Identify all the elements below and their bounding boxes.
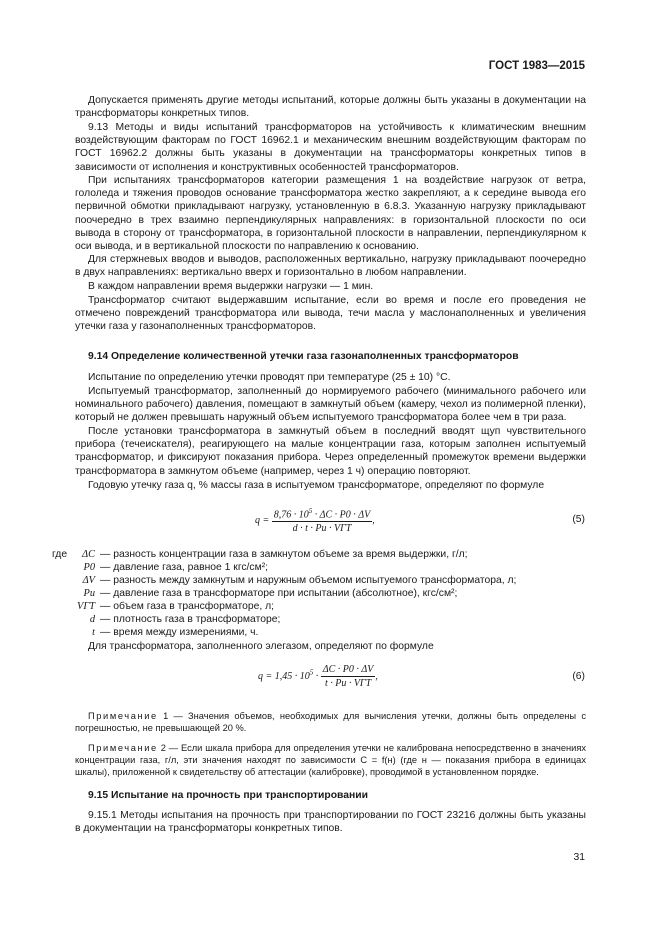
note-text: 1 — Значения объемов, необходимых для вычисления утечки, должны быть определены с погрешностью, не превышающей 20 %. — [75, 711, 586, 734]
note-label: Примечание — [88, 743, 158, 753]
paragraph: Допускается применять другие методы испытаний, которые должны быть указаны в документации на трансформаторы конкретных типов. — [75, 95, 586, 120]
definition-text: — давление газа в трансформаторе при испытании (абсолютное), кгс/см²; — [100, 588, 458, 599]
definition-text: — объем газа в трансформаторе, л; — [100, 601, 274, 612]
symbol: ΔV — [82, 575, 95, 586]
paragraph: Испытуемый трансформатор, заполненный до нормируемого рабочего (минимального рабочего или номинального рабочего) давления, помещают в замкнутый объем (камеру, чехол из полимерной пленки), который не должен превышать наружный объем испытуемого трансформатора более чем в три раза. — [75, 386, 586, 424]
definition-text: — давление газа, равное 1 кгс/см²; — [100, 562, 269, 573]
exponent: 5 — [308, 507, 313, 515]
coefficient: 8,76 · 10 — [273, 509, 309, 521]
paragraph-9-15-1: 9.15.1 Методы испытания на прочность при транспортировании по ГОСТ 23216 должны быть указаны в документации на трансформаторы конкретных типов. — [75, 810, 586, 835]
note-1 — [75, 710, 586, 734]
paragraph-9-13: 9.13 Методы и виды испытаний трансформаторов на устойчивость к климатическим внешним воздействующим факторам по ГОСТ 16962.1 и механическим внешним воздействующим факторам по ГОСТ 16962.2 должны быть указаны в документации на трансформаторы конкретных типов в зависимости от исполнения и конструктивных особенностей трансформаторов. — [75, 122, 586, 173]
formula-lhs: q = — [255, 514, 270, 526]
symbol: VГТ — [77, 601, 95, 612]
formula-denominator: t · Pи · VГТ — [324, 678, 372, 689]
formula-lhs: $q = 1,45 \cdot 10^5$ · — [258, 668, 319, 682]
where-label: где — [52, 549, 68, 560]
definition-text: — разность между замкнутым и наружным объемом испытуемого трансформатора, л; — [100, 575, 517, 586]
paragraph: После установки трансформатора в замкнутый объем в последний вводят щуп чувствительного прибора (течеискателя), реагирующего на малые концентрации газа, которым заполнен испытуемый трансформатор, и фиксируют показания прибора. Через определенный промежуток времени выдержки трансформатора в замкнутом объеме (например, через 1 ч) операцию повторяют. — [75, 426, 586, 477]
note-text: 2 — Если шкала прибора для определения утечки не калибрована непосредственно в значениях концентрации газа, г/л, эти значения находят по зависимости C = f(н) (где н — показания прибора в единицах шкалы), приложенной к свидетельству об аттестации (калибровке), проводимой в установленном порядке. — [75, 743, 586, 778]
paragraph: Трансформатор считают выдержавшим испытание, если во время и после его проведения не отмечено повреждений трансформатора или вывода, течи масла у маслонаполненных и увеличения утечки газа у газонаполненных трансформаторов. — [75, 295, 586, 333]
symbol: P0 — [83, 562, 95, 573]
page-number: 31 — [573, 852, 585, 863]
symbol: Pи — [83, 588, 95, 599]
paragraph: Для стержневых вводов и выводов, расположенных вертикально, нагрузку прикладывают поочередно в двух направлениях: вертикально вверх и горизонтально в любом направлении. — [75, 254, 586, 279]
note-2 — [75, 742, 586, 779]
formula-fraction — [321, 664, 376, 689]
equation-number-5: (5) — [572, 514, 585, 525]
formula-fraction — [272, 507, 372, 534]
symbol: t — [92, 627, 95, 638]
paragraph: Для трансформатора, заполненного элегазом, определяют по формуле — [88, 641, 434, 652]
paragraph: В каждом направлении время выдержки нагрузки — 1 мин. — [88, 281, 374, 292]
paragraph: Испытание по определению утечки проводят при температуре (25 ± 10) °С. — [88, 372, 451, 383]
definition-text: — плотность газа в трансформаторе; — [100, 614, 281, 625]
formula-numerator: ΔC · P0 · ΔV — [322, 664, 374, 675]
exponent: 5 — [309, 668, 314, 677]
standard-header: ГОСТ 1983—2015 — [488, 60, 585, 72]
paragraph: При испытаниях трансформаторов категории размещения 1 на воздействие нагрузок от ветра, гололеда и тяжения проводов основание трансформатора жестко закрепляют, а к середине вывода его первичной обмотки прикладывают нагрузку, установленную в 6.8.3. Указанную нагрузку прикладывают поочередно в трех взаимно перпендикулярных направлениях: в горизонтальной плоскости по оси вывода в сторону от трансформатора, в горизонтальной плоскости в направлении, перпендикулярном к оси вывода, и в вертикальной плоскости по направлению к основанию. — [75, 175, 586, 253]
formula-numerator — [272, 507, 372, 522]
paragraph: Годовую утечку газа q, % массы газа в испытуемом трансформаторе, определяют по формуле — [88, 480, 545, 491]
definition-text: — разность концентрации газа в замкнутом объеме за время выдержки, г/л; — [100, 549, 468, 560]
note-label: Примечание — [88, 711, 158, 721]
formula-6: $q = 1,45 \cdot 10^5$ · $\frac{\Delta C \cdot P0 \cdot \Delta V}{\text{t · Pи · VГТ}}$ , — [258, 664, 378, 689]
section-heading-9-15: 9.15 Испытание на прочность при транспортировании — [88, 790, 368, 801]
section-heading-9-14: 9.14 Определение количественной утечки газа газонаполненных трансформаторов — [88, 351, 519, 362]
lhs-text: q = 1,45 · 10 — [258, 670, 310, 682]
formula-5: q = $\frac{8,76 \cdot 10^5 \cdot \Delta C \cdot P0 \cdot \Delta V}{\text{d · t · Pи · VГТ}}$ , — [255, 507, 375, 535]
numerator-terms: · ΔC · P0 · ΔV — [314, 509, 371, 521]
formula-denominator: d · t · Pи · VГТ — [292, 523, 352, 535]
symbol: d — [89, 614, 95, 625]
equation-number-6: (6) — [572, 671, 585, 682]
symbol: ΔC — [82, 549, 95, 560]
definition-text: — время между измерениями, ч. — [100, 627, 259, 638]
